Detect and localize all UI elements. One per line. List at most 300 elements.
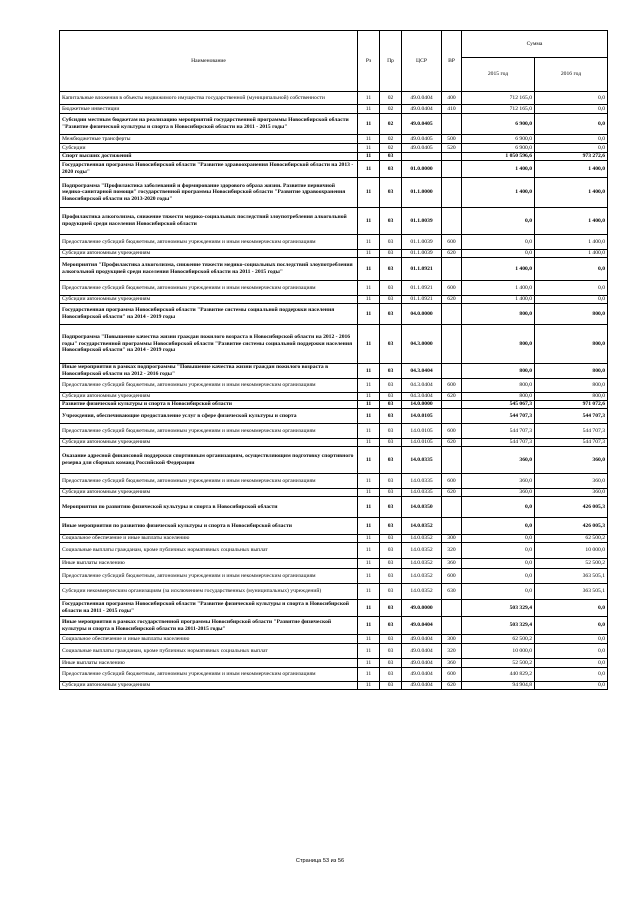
table-row xyxy=(60,424,608,439)
table-row xyxy=(60,409,608,424)
row-pr: 03 xyxy=(380,559,402,569)
row-sum-2015: 94 904,8 xyxy=(462,682,535,690)
row-sum-2015: 1 400,0 xyxy=(462,178,535,208)
row-rz: 11 xyxy=(358,325,380,364)
row-name: Субсидии автономным учреждениям xyxy=(60,439,358,447)
row-pr: 03 xyxy=(380,668,402,682)
row-sum-2015: 545 067,3 xyxy=(462,401,535,409)
table-row xyxy=(60,559,608,569)
col-header-csr: ЦСР xyxy=(402,31,442,92)
row-rz: 11 xyxy=(358,439,380,447)
row-rz: 11 xyxy=(358,447,380,474)
row-vr xyxy=(442,258,462,281)
table-row xyxy=(60,250,608,258)
row-pr: 03 xyxy=(380,401,402,409)
row-sum-2016: 1 400,0 xyxy=(535,178,608,208)
row-name: Иные выплаты населению xyxy=(60,659,358,668)
row-rz: 11 xyxy=(358,474,380,489)
table-row xyxy=(60,489,608,497)
row-rz: 11 xyxy=(358,379,380,393)
row-csr: 04.3.0404 xyxy=(402,379,442,393)
row-sum-2015: 360,0 xyxy=(462,474,535,489)
table-row xyxy=(60,535,608,543)
row-sum-2016: 800,0 xyxy=(535,325,608,364)
row-sum-2016: 800,0 xyxy=(535,393,608,401)
row-sum-2015: 0,0 xyxy=(462,559,535,569)
row-rz: 11 xyxy=(358,682,380,690)
row-csr: 04.3.0404 xyxy=(402,364,442,379)
row-rz: 11 xyxy=(358,569,380,584)
row-vr xyxy=(442,304,462,325)
row-vr xyxy=(442,447,462,474)
row-sum-2015: 544 707,3 xyxy=(462,424,535,439)
row-vr: 600 xyxy=(442,569,462,584)
row-name: Субсидии автономным учреждениям xyxy=(60,296,358,304)
row-csr: 49.0.0404 xyxy=(402,644,442,659)
row-csr: 01.1.0000 xyxy=(402,178,442,208)
row-pr: 03 xyxy=(380,518,402,535)
row-pr: 02 xyxy=(380,114,402,135)
row-sum-2015: 503 329,4 xyxy=(462,617,535,635)
row-vr: 600 xyxy=(442,281,462,296)
row-sum-2015: 1 050 596,6 xyxy=(462,153,535,161)
row-name: Предоставление субсидий бюджетным, автономным учреждениям и иным некоммерческим организациям xyxy=(60,569,358,584)
row-vr xyxy=(442,114,462,135)
row-name: Развитие физической культуры и спорта в Новосибирской области xyxy=(60,401,358,409)
row-csr: 14.0.0105 xyxy=(402,439,442,447)
table-row xyxy=(60,178,608,208)
row-vr: 600 xyxy=(442,474,462,489)
row-vr: 600 xyxy=(442,424,462,439)
row-pr: 03 xyxy=(380,682,402,690)
row-name: Субсидии местным бюджетам на реализацию мероприятий государственной программы Новосибирской области "Развитие физической культуры и спорта в Новосибирской области на 2011 - 2015 годы" xyxy=(60,114,358,135)
row-vr xyxy=(442,617,462,635)
row-sum-2015: 0,0 xyxy=(462,235,535,250)
table-row xyxy=(60,584,608,600)
row-rz: 11 xyxy=(358,489,380,497)
row-name: Государственная программа Новосибирской области "Развитие системы социальной поддержки населения Новосибирской области" на 2014 - 2019 годы xyxy=(60,304,358,325)
row-sum-2016: 360,0 xyxy=(535,474,608,489)
row-vr: 600 xyxy=(442,235,462,250)
row-pr: 03 xyxy=(380,439,402,447)
row-csr: 14.0.0350 xyxy=(402,497,442,518)
row-rz: 11 xyxy=(358,600,380,617)
row-name: Предоставление субсидий бюджетным, автономным учреждениям и иным некоммерческим организациям xyxy=(60,281,358,296)
table-row xyxy=(60,105,608,114)
row-rz: 11 xyxy=(358,296,380,304)
table-row xyxy=(60,135,608,144)
row-sum-2015: 544 707,3 xyxy=(462,409,535,424)
row-csr: 14.0.0352 xyxy=(402,543,442,559)
row-pr: 03 xyxy=(380,474,402,489)
row-csr: 49.0.0404 xyxy=(402,682,442,690)
row-sum-2016: 1 400,0 xyxy=(535,250,608,258)
row-name: Предоставление субсидий бюджетным, автономным учреждениям и иным некоммерческим организациям xyxy=(60,379,358,393)
table-row xyxy=(60,474,608,489)
row-sum-2016: 52 500,2 xyxy=(535,559,608,569)
col-header-rz: Рз xyxy=(358,31,380,92)
row-pr: 02 xyxy=(380,105,402,114)
row-vr: 600 xyxy=(442,668,462,682)
table-row xyxy=(60,281,608,296)
row-sum-2016: 0,0 xyxy=(535,135,608,144)
row-csr: 14.0.0335 xyxy=(402,447,442,474)
row-sum-2016: 363 505,1 xyxy=(535,569,608,584)
row-sum-2015: 1 400,0 xyxy=(462,161,535,178)
row-rz: 11 xyxy=(358,144,380,153)
row-sum-2016: 800,0 xyxy=(535,379,608,393)
row-csr: 01.1.0039 xyxy=(402,250,442,258)
row-sum-2016: 0,0 xyxy=(535,281,608,296)
row-name: Межбюджетные трансферты xyxy=(60,135,358,144)
row-sum-2015: 360,0 xyxy=(462,489,535,497)
row-pr: 03 xyxy=(380,659,402,668)
row-vr xyxy=(442,208,462,235)
row-sum-2015: 1 400,0 xyxy=(462,258,535,281)
row-csr: 01.0.0000 xyxy=(402,161,442,178)
row-rz: 11 xyxy=(358,364,380,379)
row-csr: 14.0.0352 xyxy=(402,535,442,543)
row-pr: 03 xyxy=(380,281,402,296)
col-header-pr: Пр xyxy=(380,31,402,92)
row-name: Предоставление субсидий бюджетным, автономным учреждениям и иным некоммерческим организациям xyxy=(60,424,358,439)
row-csr: 14.0.0335 xyxy=(402,489,442,497)
row-name: Субсидии автономным учреждениям xyxy=(60,393,358,401)
row-rz: 11 xyxy=(358,659,380,668)
row-pr: 03 xyxy=(380,178,402,208)
row-pr: 03 xyxy=(380,250,402,258)
row-sum-2015: 712 165,0 xyxy=(462,92,535,105)
row-vr: 300 xyxy=(442,535,462,543)
row-pr: 03 xyxy=(380,161,402,178)
row-sum-2015: 62 500,2 xyxy=(462,635,535,644)
row-sum-2016: 360,0 xyxy=(535,489,608,497)
row-rz: 11 xyxy=(358,635,380,644)
col-header-2016: 2016 год xyxy=(535,58,608,92)
row-csr: 14.0.0105 xyxy=(402,424,442,439)
table-row xyxy=(60,161,608,178)
row-name: Субсидии xyxy=(60,144,358,153)
row-vr: 320 xyxy=(442,543,462,559)
table-row xyxy=(60,569,608,584)
row-csr: 01.1.0039 xyxy=(402,235,442,250)
row-name: Иные мероприятия в рамках государственной программы Новосибирской области "Развитие физической культуры и спорта в Новосибирской области на 2011-2015 годы" xyxy=(60,617,358,635)
row-pr: 03 xyxy=(380,364,402,379)
row-sum-2016: 0,0 xyxy=(535,659,608,668)
table-row xyxy=(60,617,608,635)
row-sum-2016: 971 072,6 xyxy=(535,401,608,409)
row-csr: 01.1.0039 xyxy=(402,208,442,235)
table-row xyxy=(60,296,608,304)
row-rz: 11 xyxy=(358,543,380,559)
row-vr: 410 xyxy=(442,105,462,114)
row-vr: 620 xyxy=(442,250,462,258)
row-csr: 49.0.0404 xyxy=(402,635,442,644)
row-vr: 360 xyxy=(442,659,462,668)
row-pr: 02 xyxy=(380,144,402,153)
row-rz: 11 xyxy=(358,178,380,208)
row-sum-2015: 360,0 xyxy=(462,447,535,474)
row-sum-2015: 0,0 xyxy=(462,543,535,559)
row-pr: 02 xyxy=(380,92,402,105)
row-rz: 11 xyxy=(358,393,380,401)
row-sum-2015: 1 400,0 xyxy=(462,296,535,304)
row-rz: 11 xyxy=(358,497,380,518)
row-name: Субсидии автономным учреждениям xyxy=(60,250,358,258)
row-csr: 49.0.0000 xyxy=(402,600,442,617)
row-name: Субсидии некоммерческим организациям (за исключением государственных (муниципальных) учреждений) xyxy=(60,584,358,600)
row-rz: 11 xyxy=(358,114,380,135)
row-vr xyxy=(442,497,462,518)
row-rz: 11 xyxy=(358,235,380,250)
row-sum-2015: 800,0 xyxy=(462,325,535,364)
row-vr xyxy=(442,401,462,409)
row-name: Мероприятия "Профилактика алкоголизма, снижение тяжести медико-социальных последствий злоупотребления алкогольной продукцией среди населения Новосибирской области на 2011 - 2015 годы" xyxy=(60,258,358,281)
row-rz: 11 xyxy=(358,105,380,114)
row-pr: 03 xyxy=(380,569,402,584)
row-pr: 03 xyxy=(380,258,402,281)
row-sum-2016: 0,0 xyxy=(535,92,608,105)
row-pr: 03 xyxy=(380,409,402,424)
row-name: Социальные выплаты гражданам, кроме публичных нормативных социальных выплат xyxy=(60,644,358,659)
row-sum-2016: 62 500,2 xyxy=(535,535,608,543)
row-sum-2015: 6 900,0 xyxy=(462,114,535,135)
table-row xyxy=(60,235,608,250)
row-rz: 11 xyxy=(358,559,380,569)
row-sum-2015: 800,0 xyxy=(462,379,535,393)
row-csr: 14.0.0352 xyxy=(402,559,442,569)
row-csr: 49.0.0405 xyxy=(402,144,442,153)
row-name: Социальное обеспечение и иные выплаты населению xyxy=(60,535,358,543)
row-sum-2015: 0,0 xyxy=(462,569,535,584)
row-name: Бюджетные инвестиции xyxy=(60,105,358,114)
row-rz: 11 xyxy=(358,258,380,281)
row-vr: 360 xyxy=(442,559,462,569)
row-vr xyxy=(442,600,462,617)
row-sum-2016: 544 707,3 xyxy=(535,409,608,424)
row-sum-2016: 363 505,1 xyxy=(535,584,608,600)
table-row xyxy=(60,153,608,161)
row-csr: 49.0.0404 xyxy=(402,92,442,105)
row-csr: 14.0.0352 xyxy=(402,518,442,535)
row-sum-2016: 0,0 xyxy=(535,105,608,114)
row-csr: 14.0.0352 xyxy=(402,584,442,600)
table-row xyxy=(60,518,608,535)
row-sum-2016: 0,0 xyxy=(535,114,608,135)
table-row xyxy=(60,379,608,393)
row-csr: 49.0.0404 xyxy=(402,668,442,682)
table-row xyxy=(60,114,608,135)
row-sum-2015: 503 329,4 xyxy=(462,600,535,617)
row-sum-2015: 0,0 xyxy=(462,584,535,600)
row-sum-2015: 0,0 xyxy=(462,535,535,543)
table-row xyxy=(60,364,608,379)
page-number: Страница 53 из 56 xyxy=(295,858,345,864)
row-name: Социальные выплаты гражданам, кроме публичных нормативных социальных выплат xyxy=(60,543,358,559)
row-csr: 01.1.0921 xyxy=(402,296,442,304)
row-name: Капитальные вложения в объекты недвижимого имущества государственной (муниципальной) собственности xyxy=(60,92,358,105)
table-row xyxy=(60,439,608,447)
row-vr: 630 xyxy=(442,584,462,600)
row-sum-2016: 0,0 xyxy=(535,617,608,635)
row-pr: 03 xyxy=(380,644,402,659)
row-sum-2015: 800,0 xyxy=(462,393,535,401)
table-row xyxy=(60,682,608,690)
row-rz: 11 xyxy=(358,153,380,161)
row-name: Иные мероприятия по развитию физической культуры и спорта в Новосибирской области xyxy=(60,518,358,535)
row-sum-2016: 1 400,0 xyxy=(535,235,608,250)
row-vr xyxy=(442,325,462,364)
table-row xyxy=(60,401,608,409)
row-sum-2016: 1 400,0 xyxy=(535,208,608,235)
row-pr: 03 xyxy=(380,208,402,235)
row-vr: 520 xyxy=(442,144,462,153)
row-sum-2015: 440 829,2 xyxy=(462,668,535,682)
row-rz: 11 xyxy=(358,135,380,144)
row-name: Субсидии автономным учреждениям xyxy=(60,489,358,497)
row-sum-2016: 360,0 xyxy=(535,447,608,474)
budget-table xyxy=(59,30,608,690)
row-rz: 11 xyxy=(358,304,380,325)
row-vr xyxy=(442,178,462,208)
row-sum-2015: 800,0 xyxy=(462,364,535,379)
row-pr: 02 xyxy=(380,135,402,144)
row-sum-2015: 712 165,0 xyxy=(462,105,535,114)
row-sum-2015: 800,0 xyxy=(462,304,535,325)
row-sum-2016: 10 000,0 xyxy=(535,543,608,559)
table-row xyxy=(60,144,608,153)
row-rz: 11 xyxy=(358,409,380,424)
row-pr: 03 xyxy=(380,379,402,393)
row-csr: 01.1.0921 xyxy=(402,281,442,296)
row-pr: 03 xyxy=(380,447,402,474)
table-row xyxy=(60,325,608,364)
row-sum-2016: 0,0 xyxy=(535,682,608,690)
row-csr: 14.0.0000 xyxy=(402,401,442,409)
row-pr: 03 xyxy=(380,304,402,325)
row-pr: 03 xyxy=(380,153,402,161)
row-sum-2016: 0,0 xyxy=(535,258,608,281)
row-rz: 11 xyxy=(358,281,380,296)
row-rz: 11 xyxy=(358,161,380,178)
row-name: Иные выплаты населению xyxy=(60,559,358,569)
row-vr: 600 xyxy=(442,379,462,393)
row-vr: 320 xyxy=(442,644,462,659)
row-vr: 300 xyxy=(442,635,462,644)
row-vr: 500 xyxy=(442,135,462,144)
row-sum-2016: 1 400,0 xyxy=(535,161,608,178)
row-pr: 03 xyxy=(380,296,402,304)
table-row xyxy=(60,659,608,668)
row-sum-2015: 10 000,0 xyxy=(462,644,535,659)
col-header-name: Наименование xyxy=(60,31,358,92)
row-rz: 11 xyxy=(358,208,380,235)
row-sum-2016: 426 005,3 xyxy=(535,518,608,535)
row-sum-2016: 0,0 xyxy=(535,635,608,644)
row-name: Субсидии автономным учреждениям xyxy=(60,682,358,690)
row-sum-2016: 800,0 xyxy=(535,304,608,325)
row-rz: 11 xyxy=(358,518,380,535)
row-csr: 04.0.0000 xyxy=(402,304,442,325)
row-name: Мероприятия по развитию физической культуры и спорта в Новосибирской области xyxy=(60,497,358,518)
row-csr: 49.0.0404 xyxy=(402,659,442,668)
row-sum-2016: 0,0 xyxy=(535,296,608,304)
row-name: Государственная программа Новосибирской области "Развитие физической культуры и спорта в Новосибирской области на 2011 - 2015 годы" xyxy=(60,600,358,617)
row-vr: 620 xyxy=(442,489,462,497)
row-sum-2016: 0,0 xyxy=(535,668,608,682)
table-row xyxy=(60,600,608,617)
table-row xyxy=(60,644,608,659)
row-name: Подпрограмма "Профилактика заболеваний и формирование здорового образа жизни. Развитие первичной медико-санитарной помощи" государственной программы Новосибирской области "Развитие здравоохранения Новосибирской области на 2013-2020 годы" xyxy=(60,178,358,208)
row-csr: 04.3.0404 xyxy=(402,393,442,401)
row-csr: 49.0.0404 xyxy=(402,105,442,114)
row-name: Подпрограмма "Повышение качества жизни граждан пожилого возраста в Новосибирской области на 2012 - 2016 годы" государственной программы Новосибирской области "Развитие системы социальной поддержки населения Новосибирской области" на 2014 - 2019 годы xyxy=(60,325,358,364)
row-vr: 620 xyxy=(442,439,462,447)
col-header-2015: 2015 год xyxy=(462,58,535,92)
row-vr xyxy=(442,409,462,424)
row-csr: 49.0.0405 xyxy=(402,135,442,144)
row-rz: 11 xyxy=(358,535,380,543)
row-sum-2016: 973 272,6 xyxy=(535,153,608,161)
row-sum-2016: 0,0 xyxy=(535,144,608,153)
row-vr xyxy=(442,518,462,535)
row-pr: 03 xyxy=(380,393,402,401)
row-pr: 03 xyxy=(380,635,402,644)
row-sum-2016: 544 707,3 xyxy=(535,439,608,447)
row-rz: 11 xyxy=(358,424,380,439)
table-row xyxy=(60,92,608,105)
row-sum-2016: 0,0 xyxy=(535,644,608,659)
row-csr xyxy=(402,153,442,161)
row-name: Учреждения, обеспечивающие предоставление услуг в сфере физической культуры и спорта xyxy=(60,409,358,424)
row-sum-2015: 52 500,2 xyxy=(462,659,535,668)
row-sum-2016: 544 707,3 xyxy=(535,424,608,439)
table-row xyxy=(60,304,608,325)
row-rz: 11 xyxy=(358,668,380,682)
row-sum-2015: 544 707,3 xyxy=(462,439,535,447)
row-rz: 11 xyxy=(358,92,380,105)
row-sum-2016: 0,0 xyxy=(535,600,608,617)
row-pr: 03 xyxy=(380,497,402,518)
row-name: Социальное обеспечение и иные выплаты населению xyxy=(60,635,358,644)
row-sum-2015: 0,0 xyxy=(462,208,535,235)
row-csr: 04.3.0000 xyxy=(402,325,442,364)
row-vr xyxy=(442,161,462,178)
row-pr: 03 xyxy=(380,325,402,364)
row-rz: 11 xyxy=(358,617,380,635)
table-row xyxy=(60,635,608,644)
row-pr: 03 xyxy=(380,543,402,559)
row-rz: 11 xyxy=(358,401,380,409)
row-sum-2015: 6 900,0 xyxy=(462,144,535,153)
table-row xyxy=(60,668,608,682)
row-sum-2016: 800,0 xyxy=(535,364,608,379)
row-vr: 400 xyxy=(442,92,462,105)
row-sum-2015: 0,0 xyxy=(462,497,535,518)
table-row xyxy=(60,393,608,401)
row-name: Оказание адресной финансовой поддержки спортивным организациям, осуществляющим подготовку спортивного резерва для сборных команд Российской Федерации xyxy=(60,447,358,474)
row-csr: 14.0.0352 xyxy=(402,569,442,584)
row-csr: 14.0.0335 xyxy=(402,474,442,489)
row-name: Иные мероприятия в рамках подпрограммы "Повышение качества жизни граждан пожилого возраста в Новосибирской области на 2012 - 2016 годы" xyxy=(60,364,358,379)
row-vr: 620 xyxy=(442,393,462,401)
row-pr: 03 xyxy=(380,600,402,617)
row-vr: 620 xyxy=(442,682,462,690)
row-csr: 49.0.0405 xyxy=(402,114,442,135)
row-pr: 03 xyxy=(380,617,402,635)
table-row xyxy=(60,447,608,474)
row-csr: 49.0.0404 xyxy=(402,617,442,635)
